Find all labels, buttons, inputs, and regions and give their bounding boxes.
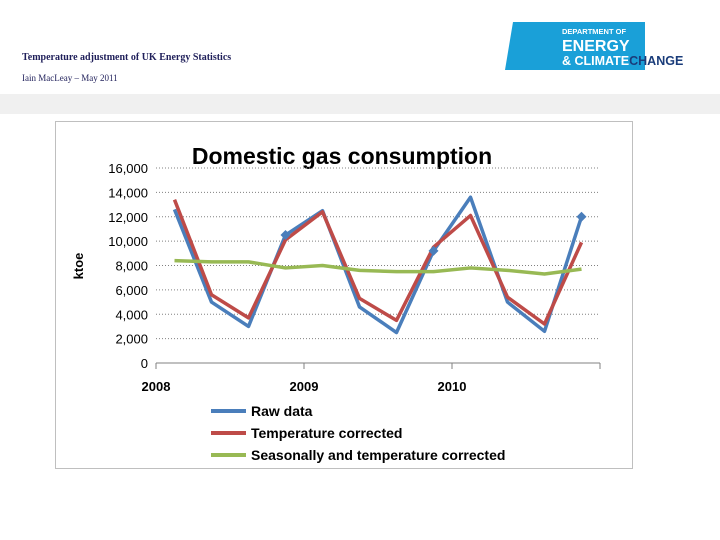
x-axis — [142, 363, 600, 394]
legend-label: Temperature corrected — [251, 425, 403, 441]
logo-line3a: & CLIMATE — [562, 54, 630, 68]
y-tick-label: 8,000 — [115, 258, 148, 274]
series-line-0 — [175, 197, 582, 332]
data-point-marker — [577, 212, 587, 222]
y-tick-label: 12,000 — [108, 209, 148, 225]
y-tick-label: 10,000 — [108, 234, 148, 250]
domestic-gas-chart — [56, 122, 632, 468]
series-lines — [175, 197, 587, 332]
x-tick-label: 2010 — [437, 379, 467, 394]
legend — [211, 403, 505, 463]
chart-frame — [55, 121, 633, 469]
header-band — [0, 94, 720, 114]
y-tick-label: 4,000 — [115, 307, 148, 323]
chart-title: Domestic gas consumption — [191, 143, 493, 169]
logo-line3 — [562, 54, 683, 68]
header-title: Temperature adjustment of UK Energy Statistics — [22, 52, 232, 63]
gridlines — [156, 168, 600, 339]
decc-logo — [505, 20, 705, 72]
logo-line2: ENERGY — [562, 38, 630, 55]
y-tick-label: 6,000 — [115, 282, 148, 298]
series-line-2 — [175, 261, 582, 274]
y-axis-label: ktoe — [71, 252, 86, 280]
logo-line3b: CHANGE — [629, 54, 684, 68]
header-subtitle: Iain MacLeay – May 2011 — [22, 73, 118, 83]
y-tick-labels — [108, 161, 148, 371]
y-tick-label: 2,000 — [115, 331, 148, 347]
legend-label: Seasonally and temperature corrected — [251, 447, 506, 463]
x-tick-label: 2009 — [289, 379, 319, 394]
y-tick-label: 16,000 — [108, 161, 148, 176]
logo-line1: DEPARTMENT OF — [562, 27, 627, 36]
y-tick-label: 14,000 — [108, 185, 148, 201]
x-tick-label: 2008 — [141, 379, 171, 394]
y-tick-label: 0 — [140, 356, 148, 371]
legend-label: Raw data — [251, 403, 313, 419]
